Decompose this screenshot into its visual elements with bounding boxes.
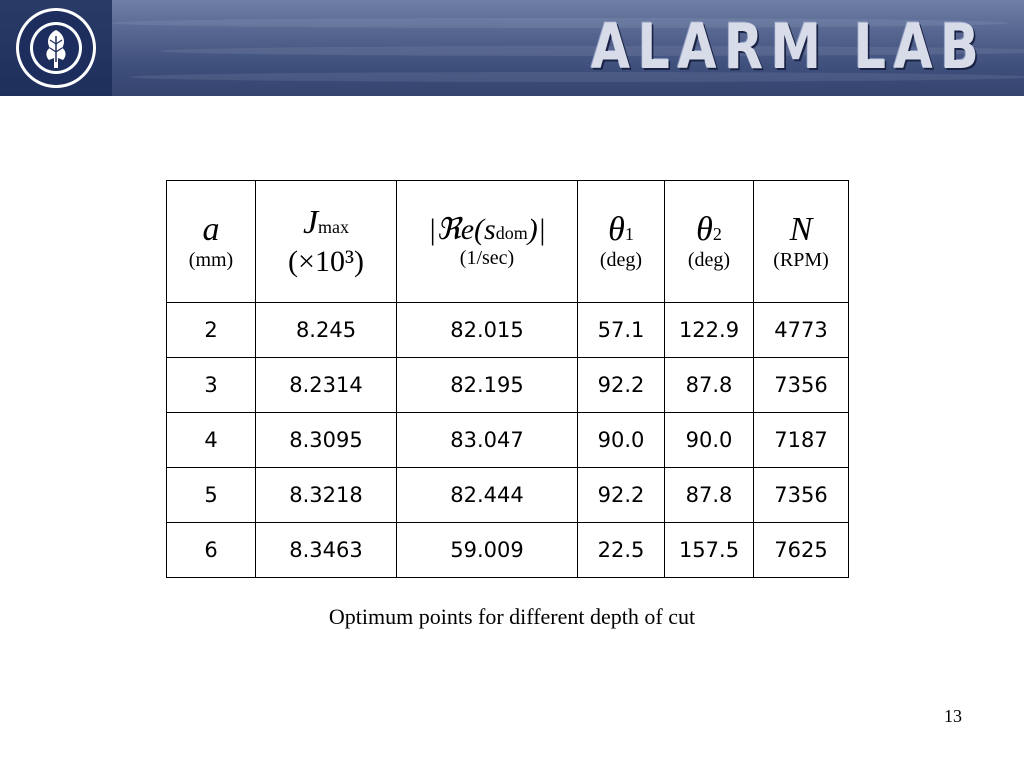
table-cell: 4 bbox=[167, 413, 256, 468]
table-caption: Optimum points for different depth of cut bbox=[328, 604, 696, 629]
header-symbol-with-subscript: |ℜe(sdom)| bbox=[428, 213, 546, 246]
header-symbol-with-subscript: θ2 bbox=[696, 210, 722, 248]
table-cell: 82.444 bbox=[397, 468, 578, 523]
table-cell: 92.2 bbox=[578, 468, 665, 523]
header-unit: (deg) bbox=[687, 249, 731, 272]
optimum-points-table bbox=[166, 180, 849, 578]
table-row bbox=[167, 303, 849, 358]
table-cell: 5 bbox=[167, 468, 256, 523]
header-symbol-with-subscript: θ1 bbox=[608, 210, 634, 248]
table-row bbox=[167, 468, 849, 523]
table-cell: 8.3218 bbox=[256, 468, 397, 523]
table-cell: 8.245 bbox=[256, 303, 397, 358]
table-header-row bbox=[167, 181, 849, 303]
table-row bbox=[167, 523, 849, 578]
table-cell: 3 bbox=[167, 358, 256, 413]
page-number: 13 bbox=[944, 706, 962, 726]
header-subscript: dom bbox=[495, 223, 528, 243]
table-cell: 22.5 bbox=[578, 523, 665, 578]
header-cell-theta2 bbox=[665, 181, 754, 303]
table-cell: 8.3463 bbox=[256, 523, 397, 578]
header-cell-re-sdom bbox=[397, 181, 578, 303]
table-cell: 7356 bbox=[754, 358, 849, 413]
header-cell-jmax bbox=[256, 181, 397, 303]
table-row bbox=[167, 358, 849, 413]
table-cell: 8.2314 bbox=[256, 358, 397, 413]
table-cell: 87.8 bbox=[665, 358, 754, 413]
header-unit: (mm) bbox=[188, 249, 234, 272]
table-cell: 6 bbox=[167, 523, 256, 578]
table-cell: 59.009 bbox=[397, 523, 578, 578]
header-symbol: N bbox=[789, 210, 813, 248]
table-cell: 2 bbox=[167, 303, 256, 358]
table-cell: 87.8 bbox=[665, 468, 754, 523]
header-cell-theta1 bbox=[578, 181, 665, 303]
table-cell: 8.3095 bbox=[256, 413, 397, 468]
table-cell: 7187 bbox=[754, 413, 849, 468]
lab-title: ALARM LAB bbox=[590, 10, 986, 83]
header-symbol: a bbox=[202, 210, 220, 248]
header-unit: (1/sec) bbox=[459, 247, 515, 269]
table-cell: 82.015 bbox=[397, 303, 578, 358]
table-cell: 157.5 bbox=[665, 523, 754, 578]
header-unit: (RPM) bbox=[773, 249, 829, 272]
header-unit: (deg) bbox=[599, 249, 643, 272]
table-cell: 122.9 bbox=[665, 303, 754, 358]
header-cell-n bbox=[754, 181, 849, 303]
table-cell: 90.0 bbox=[578, 413, 665, 468]
table-cell: 7625 bbox=[754, 523, 849, 578]
header-scale: (×10³) bbox=[288, 245, 364, 279]
table-cell: 4773 bbox=[754, 303, 849, 358]
header-subscript: max bbox=[318, 216, 350, 237]
header-banner bbox=[0, 0, 1024, 96]
header-subscript: 2 bbox=[712, 223, 722, 244]
header-cell-a bbox=[167, 181, 256, 303]
table-cell: 82.195 bbox=[397, 358, 578, 413]
table-row bbox=[167, 413, 849, 468]
university-seal-logo bbox=[8, 6, 104, 90]
table-cell: 92.2 bbox=[578, 358, 665, 413]
header-symbol-with-subscript: Jmax bbox=[302, 203, 350, 241]
table-cell: 57.1 bbox=[578, 303, 665, 358]
header-subscript: 1 bbox=[624, 223, 634, 244]
table-cell: 7356 bbox=[754, 468, 849, 523]
table-cell: 83.047 bbox=[397, 413, 578, 468]
table-cell: 90.0 bbox=[665, 413, 754, 468]
